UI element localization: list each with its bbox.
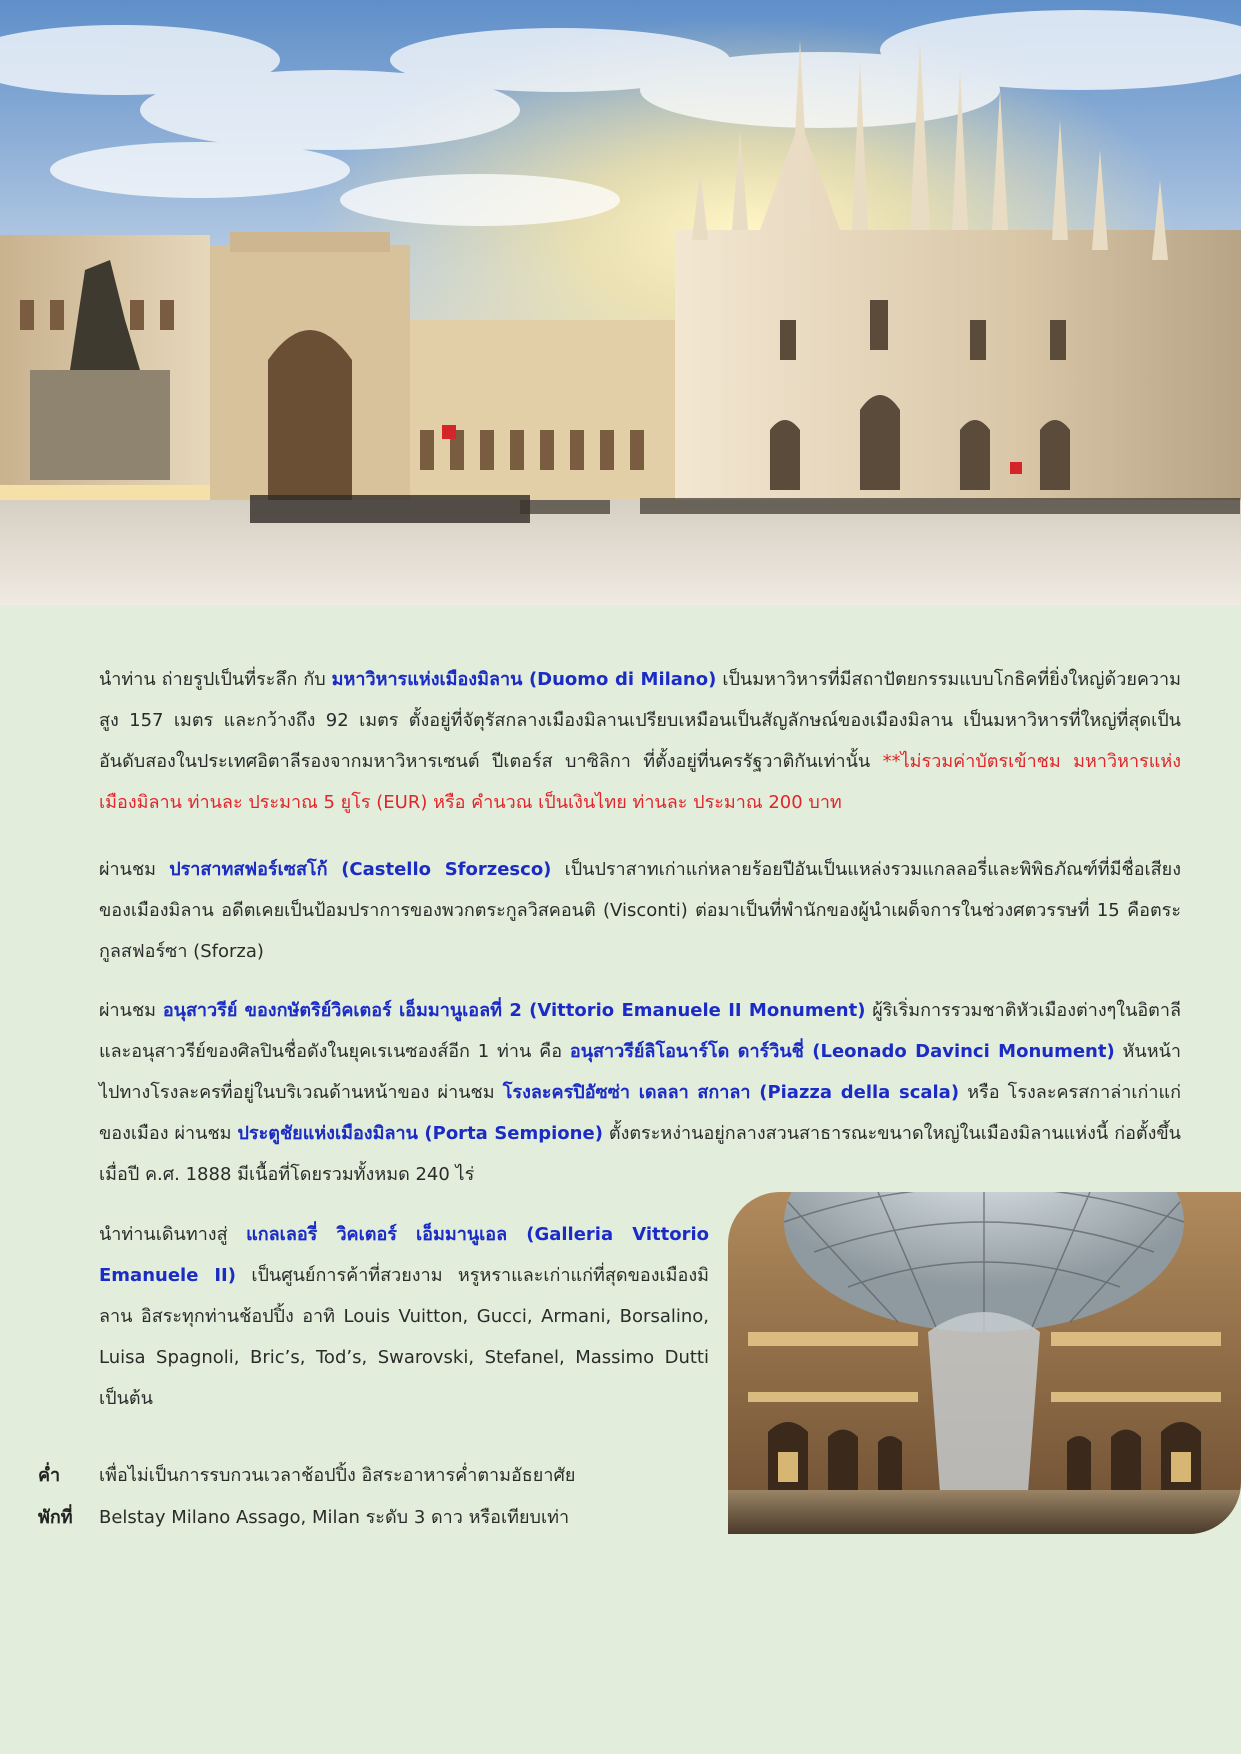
paragraph-sforzesco-body: เป็นปราสาทเก่าแก่หลายร้อยปีอันเป็นแหล่งรวมแกลลอรี่และพิพิธภัณฑ์ที่มีชื่อเสียงของเมืองมิลาน อดีตเคยเป็นป้อมปราการของพวกตระกูลวิสคอนติ (Visconti) ต่อมาเป็นที่พำนักของผู้นำเผด็จการในช่วงศตวรรษที่ 15 คือตระกูลสฟอร์ซา (Sforza) xyxy=(99,859,1181,962)
paragraph-monuments-body-4: ตั้งตระหง่านอยู่กลางสวนสาธารณะขนาดใหญ่ในเมืองมิลานแห่งนี้ ก่อตั้งขึ้นเมื่อปี ค.ศ. 1888 มีเนื้อที่โดยรวมทั้งหมด 240 ไร่ xyxy=(99,1123,1181,1185)
paragraph-monuments-body-1: ผู้ริเริ่มการรวมชาติหัวเมืองต่างๆในอิตาลีและอนุสาวรีย์ของศิลปินชื่อดังในยุคเรเนซองส์อีก 1 ท่าน คือ xyxy=(99,1000,1182,1062)
galleria-illustration xyxy=(728,1192,1241,1534)
paragraph-monuments-body-3: หรือ โรงละครสกาล่าเก่าแก่ของเมือง ผ่านชม xyxy=(99,1082,1181,1144)
paragraph-monuments xyxy=(99,990,1181,1195)
vittorio-monument-highlight: อนุสาวรีย์ ของกษัตริย์วิคเตอร์ เอ็มมานูเอลที่ 2 (Vittorio Emanuele II Monument) xyxy=(162,1000,866,1021)
hero-image xyxy=(0,0,1241,605)
paragraph-galleria-intro: นำท่านเดินทางสู่ xyxy=(99,1224,247,1245)
paragraph-galleria-body: เป็นศูนย์การค้าที่สวยงาม หรูหราและเก่าแก่ที่สุดของเมืองมิลาน อิสระทุกท่านช้อปปิ้ง อาทิ Louis Vuitton, Gucci, Armani, Borsalino, Luisa Spagnoli, Bric’s, Tod’s, Swarovski, Stefanel, Massimo Dutti เป็นต้น xyxy=(99,1265,709,1409)
galleria-highlight: แกลเลอรี่ วิคเตอร์ เอ็มมานูเอล (Galleria Vittorio Emanuele II) xyxy=(99,1224,709,1286)
paragraph-duomo-body: เป็นมหาวิหารที่มีสถาปัตยกรรมแบบโกธิคที่ยิ่งใหญ่ด้วยความสูง 157 เมตร และกว้างถึง 92 เมตร ตั้งอยู่ที่จัตุรัสกลางเมืองมิลานเปรียบเหมือนเป็นสัญลักษณ์ของเมืองมิลาน เป็นมหาวิหารที่ใหญ่ที่สุดเป็นอันดับสองในประเทศอิตาลีรองจากมหาวิหารเซนต์ ปีเตอร์ส บาซิลิกา ที่ตั้งอยู่ที่นครรัฐวาติกันเท่านั้น xyxy=(99,669,1181,772)
sforzesco-highlight: ปราสาทสฟอร์เซสโก้ (Castello Sforzesco) xyxy=(169,859,552,880)
galleria-image xyxy=(728,1192,1241,1534)
hero-illustration xyxy=(0,0,1241,605)
meal-dinner-text: เพื่อไม่เป็นการรบกวนเวลาช้อปปิ้ง อิสระอาหารค่ำตามอัธยาศัย xyxy=(99,1465,576,1486)
duomo-highlight: มหาวิหารแห่งเมืองมิลาน (Duomo di Milano) xyxy=(331,669,717,690)
hotel-text: Belstay Milano Assago, Milan ระดับ 3 ดาว หรือเทียบเท่า xyxy=(99,1507,570,1528)
davinci-monument-highlight: อนุสาวรีย์ลิโอนาร์โด ดาร์วินชี่ (Leonado Davinci Monument) xyxy=(569,1041,1115,1062)
paragraph-monuments-intro: ผ่านชม xyxy=(99,1000,163,1021)
paragraph-monuments-body-2: หันหน้าไปทางโรงละครที่อยู่ในบริเวณด้านหน้าของ ผ่านชม xyxy=(99,1041,1181,1103)
paragraph-duomo xyxy=(99,659,1181,823)
paragraph-duomo-intro: นำท่าน ถ่ายรูปเป็นที่ระลึก กับ xyxy=(99,669,332,690)
hotel-label: พักที่ xyxy=(38,1507,73,1528)
meal-dinner-label: ค่ำ xyxy=(38,1465,61,1486)
porta-sempione-highlight: ประตูชัยแห่งเมืองมิลาน (Porta Sempione) xyxy=(237,1123,603,1144)
duomo-ticket-note: **ไม่รวมค่าบัตรเข้าชม มหาวิหารแห่งเมืองมิลาน ท่านละ ประมาณ 5 ยูโร (EUR) หรือ คำนวณ เป็นเงินไทย ท่านละ ประมาณ 200 บาท xyxy=(99,751,1181,813)
paragraph-sforzesco-intro: ผ่านชม xyxy=(99,859,170,880)
paragraph-galleria xyxy=(99,1214,709,1419)
la-scala-highlight: โรงละครปิอัซซ่า เดลลา สกาลา (Piazza della scala) xyxy=(502,1082,960,1103)
paragraph-sforzesco xyxy=(99,849,1181,972)
